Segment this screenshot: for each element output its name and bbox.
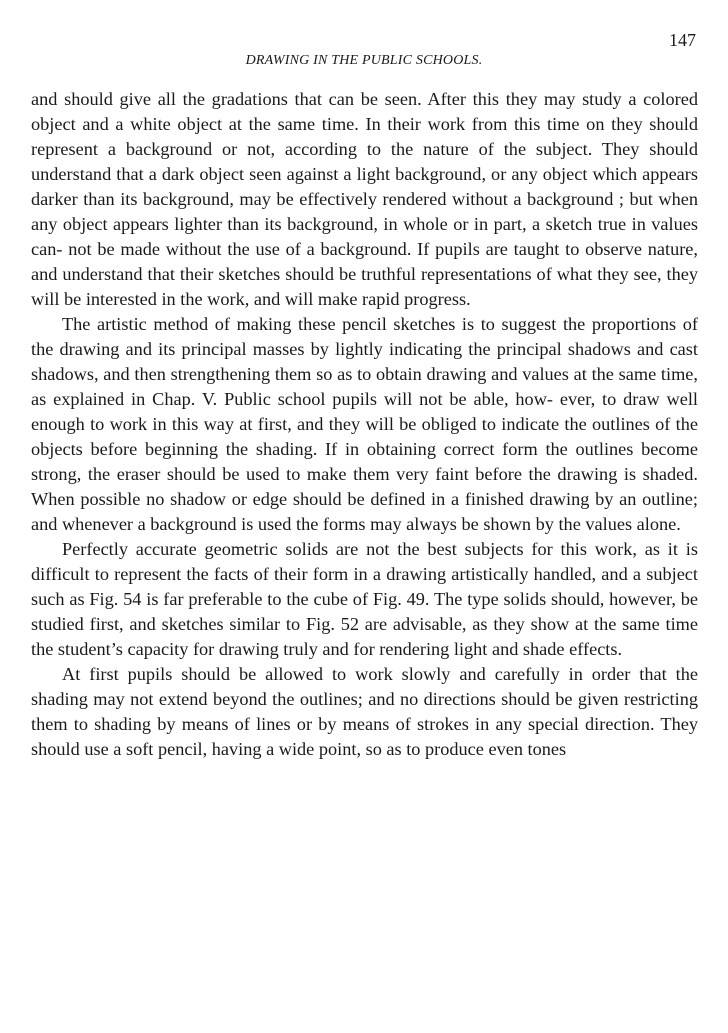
- paragraph-1: and should give all the gradations that can be seen. After this they may study a colored object and a white object at the same time. In their work from this time on they should represent a background or not, according to the nature of the subject. They should understand that a dark object seen against a light background, or any object which appears darker than its background, may be effectively rendered without a background ; but when any object appears lighter than its background, in whole or in part, a sketch true in values can- not be made without the use of a background. If pupils are taught to observe nature, and understand that their sketches should be truthful representations of what they see, they will be interested in the work, and will make rapid progress.: [31, 89, 698, 309]
- paragraph-3: Perfectly accurate geometric solids are not the best subjects for this work, as it is difficult to represent the facts of their form in a drawing artistically handled, and a subject such as Fig. 54 is far preferable to the cube of Fig. 49. The type solids should, however, be studied first, and sketches similar to Fig. 52 are advisable, as they show at the same time the student’s capacity for drawing truly and for rendering light and shade effects.: [31, 539, 698, 659]
- page-number: 147: [669, 30, 696, 50]
- paragraph-4: At first pupils should be allowed to work slowly and carefully in order that the shading may not extend beyond the outlines; and no directions should be given restricting them to shading by means of lines or by means of strokes in any special direction. They should use a soft pencil, having a wide point, so as to produce even tones: [31, 664, 698, 759]
- paragraph-2: The artistic method of making these pencil sketches is to suggest the proportions of the drawing and its principal masses by lightly indicating the principal shadows and cast shadows, and then strengthening them so as to obtain drawing and values at the same time, as explained in Chap. V. Public school pupils will not be able, how- ever, to draw well enough to work in this way at first, and they will be obliged to indicate the outlines of the objects before beginning the shading. If in obtaining correct form the outlines become strong, the eraser should be used to make them very faint before the drawing is shaded. When possible no shadow or edge should be defined in a finished drawing by an outline; and whenever a background is used the forms may always be shown by the values alone.: [31, 314, 698, 534]
- body-text: [31, 87, 698, 762]
- running-head: DRAWING IN THE PUBLIC SCHOOLS.: [245, 53, 483, 68]
